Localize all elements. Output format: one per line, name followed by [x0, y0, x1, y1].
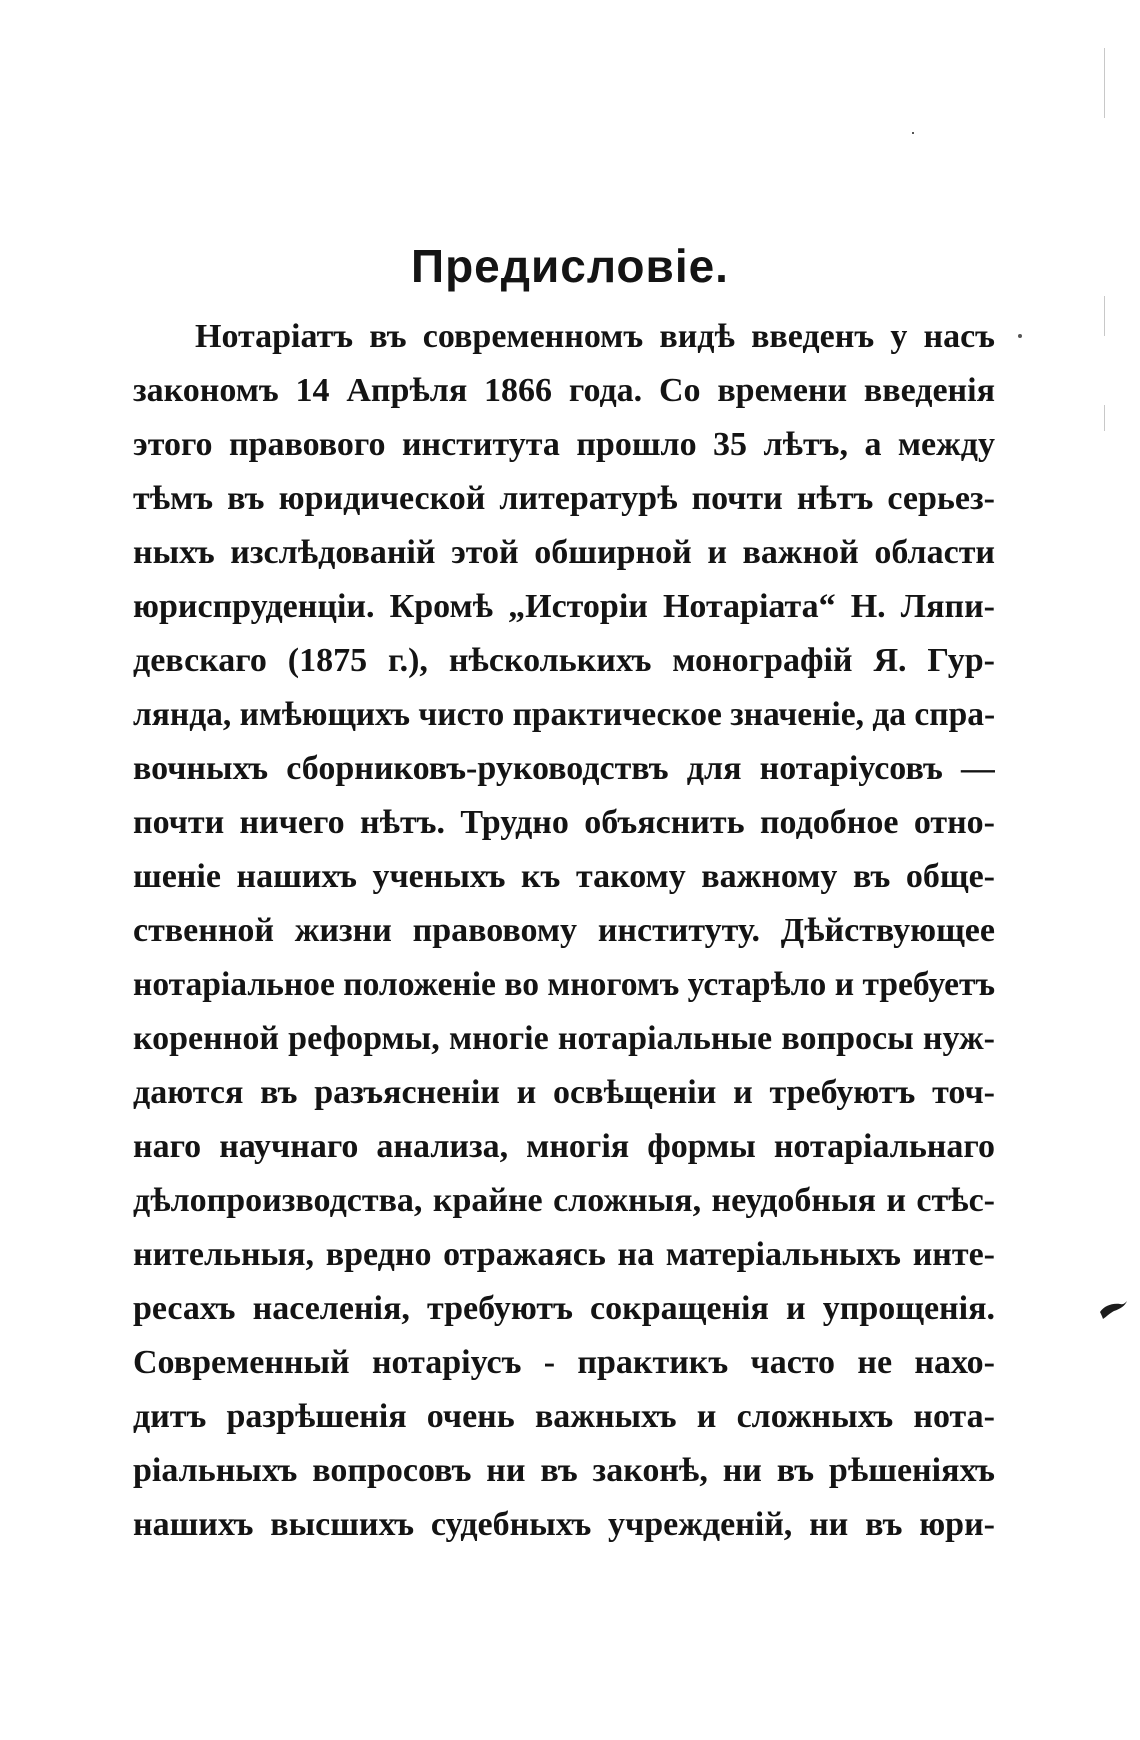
text-line: тѣмъ въ юридической литературѣ почти нѣтъ серьез- — [133, 480, 995, 517]
text-line: нительныя, вредно отражаясь на матеріальныхъ инте- — [133, 1236, 995, 1273]
text-line: коренной реформы, многіе нотаріальные вопросы нуж- — [133, 1020, 995, 1057]
text-line: этого правового института прошло 35 лѣтъ, а между — [133, 426, 995, 463]
text-line: Нотаріатъ въ современномъ видѣ введенъ у насъ — [195, 318, 995, 355]
text-line: ресахъ населенія, требуютъ сокращенія и упрощенія. — [133, 1290, 995, 1327]
text-line: ріальныхъ вопросовъ ни въ законѣ, ни въ рѣшеніяхъ — [133, 1452, 995, 1489]
text-line: нашихъ высшихъ судебныхъ учрежденій, ни въ юри- — [133, 1506, 995, 1543]
scan-edge-line — [1104, 48, 1105, 118]
text-line: лянда, имѣющихъ чисто практическое значеніе, да спра- — [133, 696, 995, 733]
text-line: наго научнаго анализа, многія формы нотаріальнаго — [133, 1128, 995, 1165]
page-title: Предисловіе. — [411, 240, 729, 292]
text-line: девскаго (1875 г.), нѣсколькихъ монографій Я. Гур- — [133, 642, 995, 679]
text-line: нотаріальное положеніе во многомъ устарѣло и требуетъ — [133, 966, 995, 1003]
text-line: дитъ разрѣшенія очень важныхъ и сложныхъ нота- — [133, 1398, 995, 1435]
text-line: ныхъ изслѣдованій этой обширной и важной области — [133, 534, 995, 571]
ink-dot — [912, 132, 914, 134]
scan-edge-line — [1104, 405, 1105, 431]
ink-smudge — [1098, 1300, 1128, 1320]
text-line: почти ничего нѣтъ. Трудно объяснить подобное отно- — [133, 804, 995, 841]
text-line: закономъ 14 Апрѣля 1866 года. Со времени введенія — [133, 372, 995, 409]
text-line: вочныхъ сборниковъ-руководствъ для нотаріусовъ — — [133, 750, 995, 787]
ink-dot — [1018, 334, 1022, 338]
text-line: юриспруденціи. Кромѣ „Исторіи Нотаріата“ Н. Ляпи- — [133, 588, 995, 625]
text-line: шеніе нашихъ ученыхъ къ такому важному въ обще- — [133, 858, 995, 895]
text-line: даются въ разъясненіи и освѣщеніи и требуютъ точ- — [133, 1074, 995, 1111]
text-line: дѣлопроизводства, крайне сложныя, неудобныя и стѣс- — [133, 1182, 995, 1219]
text-line: Современный нотаріусъ - практикъ часто не нахо- — [133, 1344, 995, 1381]
text-line: ственной жизни правовому институту. Дѣйствующее — [133, 912, 995, 949]
scan-edge-line — [1104, 296, 1105, 336]
preface-text — [133, 310, 995, 1552]
